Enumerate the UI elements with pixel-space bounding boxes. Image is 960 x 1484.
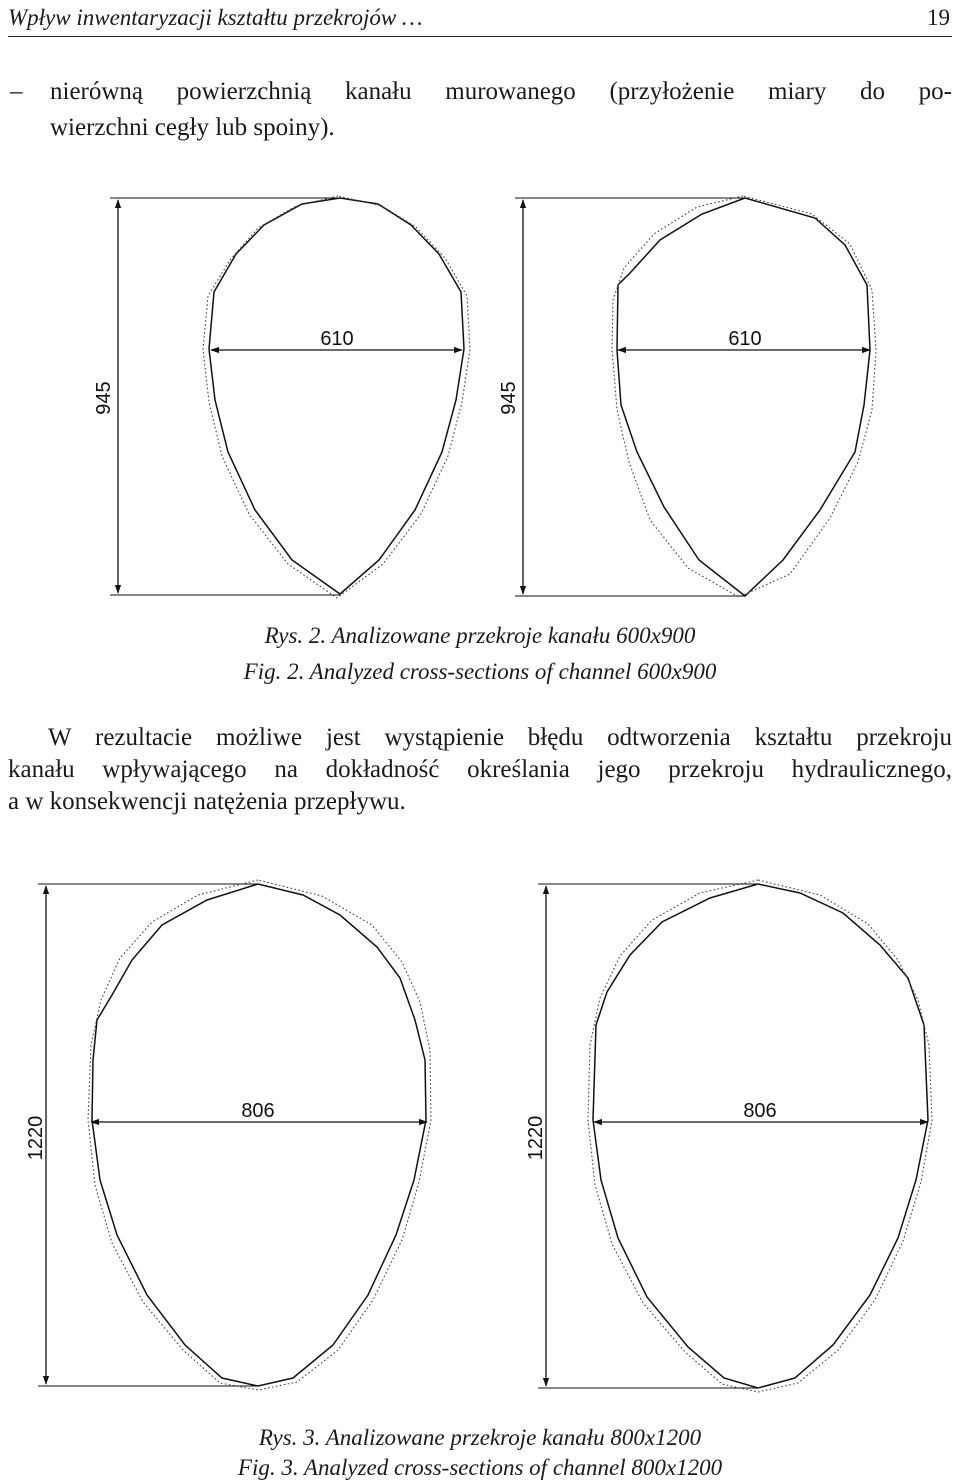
paragraph-line-1: W rezultacie możliwe jest wystąpienie błędu odtworzenia kształtu przekroju bbox=[48, 724, 952, 751]
fig2-left-height-label: 945 bbox=[93, 381, 115, 415]
fig2-right-width-label: 610 bbox=[728, 328, 762, 350]
page-number: 19 bbox=[927, 5, 950, 30]
fig3-right-cross-section bbox=[525, 880, 932, 1392]
fig3-right-measured bbox=[588, 880, 932, 1392]
fig3-left-height-label: 1220 bbox=[25, 1115, 47, 1161]
fig3-right-width-label: 806 bbox=[743, 1100, 777, 1122]
paragraph-line-2: kanału wpływającego na dokładność określania jego przekroju hydraulicznego, bbox=[8, 756, 952, 783]
fig2-left-measured bbox=[203, 196, 470, 598]
fig2-left-outline bbox=[209, 198, 464, 594]
fig3-right-height-label: 1220 bbox=[525, 1115, 547, 1161]
fig2-left-width-label: 610 bbox=[320, 328, 354, 350]
fig2-right-height-label: 945 bbox=[498, 381, 520, 415]
fig2-right-measured bbox=[612, 196, 876, 597]
body-paragraph bbox=[8, 722, 952, 818]
list-item-line-2: wierzchni cegły lub spoiny). bbox=[50, 114, 335, 141]
fig3-left-measured bbox=[88, 880, 431, 1390]
list-item-line-1: nierówną powierzchnią kanału murowanego (przyłożenie miary do po- bbox=[50, 78, 952, 105]
paragraph-line-3: a w konsekwencji natężenia przepływu. bbox=[8, 788, 406, 815]
fig2-left-cross-section bbox=[93, 196, 470, 598]
fig2-right-cross-section bbox=[498, 196, 876, 597]
header-title: Wpływ inwentaryzacji kształtu przekrojów … bbox=[8, 5, 423, 30]
fig3-right-outline bbox=[593, 884, 928, 1388]
figure-3-caption-en: Fig. 3. Analyzed cross-sections of channel 800x1200 bbox=[237, 1455, 723, 1480]
figure-2-caption-pl: Rys. 2. Analizowane przekroje kanału 600x900 bbox=[264, 623, 696, 648]
fig3-left-width-label: 806 bbox=[241, 1100, 275, 1122]
fig3-left-cross-section bbox=[25, 880, 431, 1390]
fig2-right-outline bbox=[617, 198, 870, 596]
figure-3-caption-pl: Rys. 3. Analizowane przekroje kanału 800x1200 bbox=[258, 1425, 702, 1450]
figure-3 bbox=[0, 870, 960, 1430]
fig3-left-outline bbox=[92, 884, 426, 1386]
figure-2-caption-en: Fig. 2. Analyzed cross-sections of channel 600x900 bbox=[243, 659, 717, 684]
figure-2 bbox=[0, 0, 960, 620]
list-dash: – bbox=[10, 78, 23, 105]
